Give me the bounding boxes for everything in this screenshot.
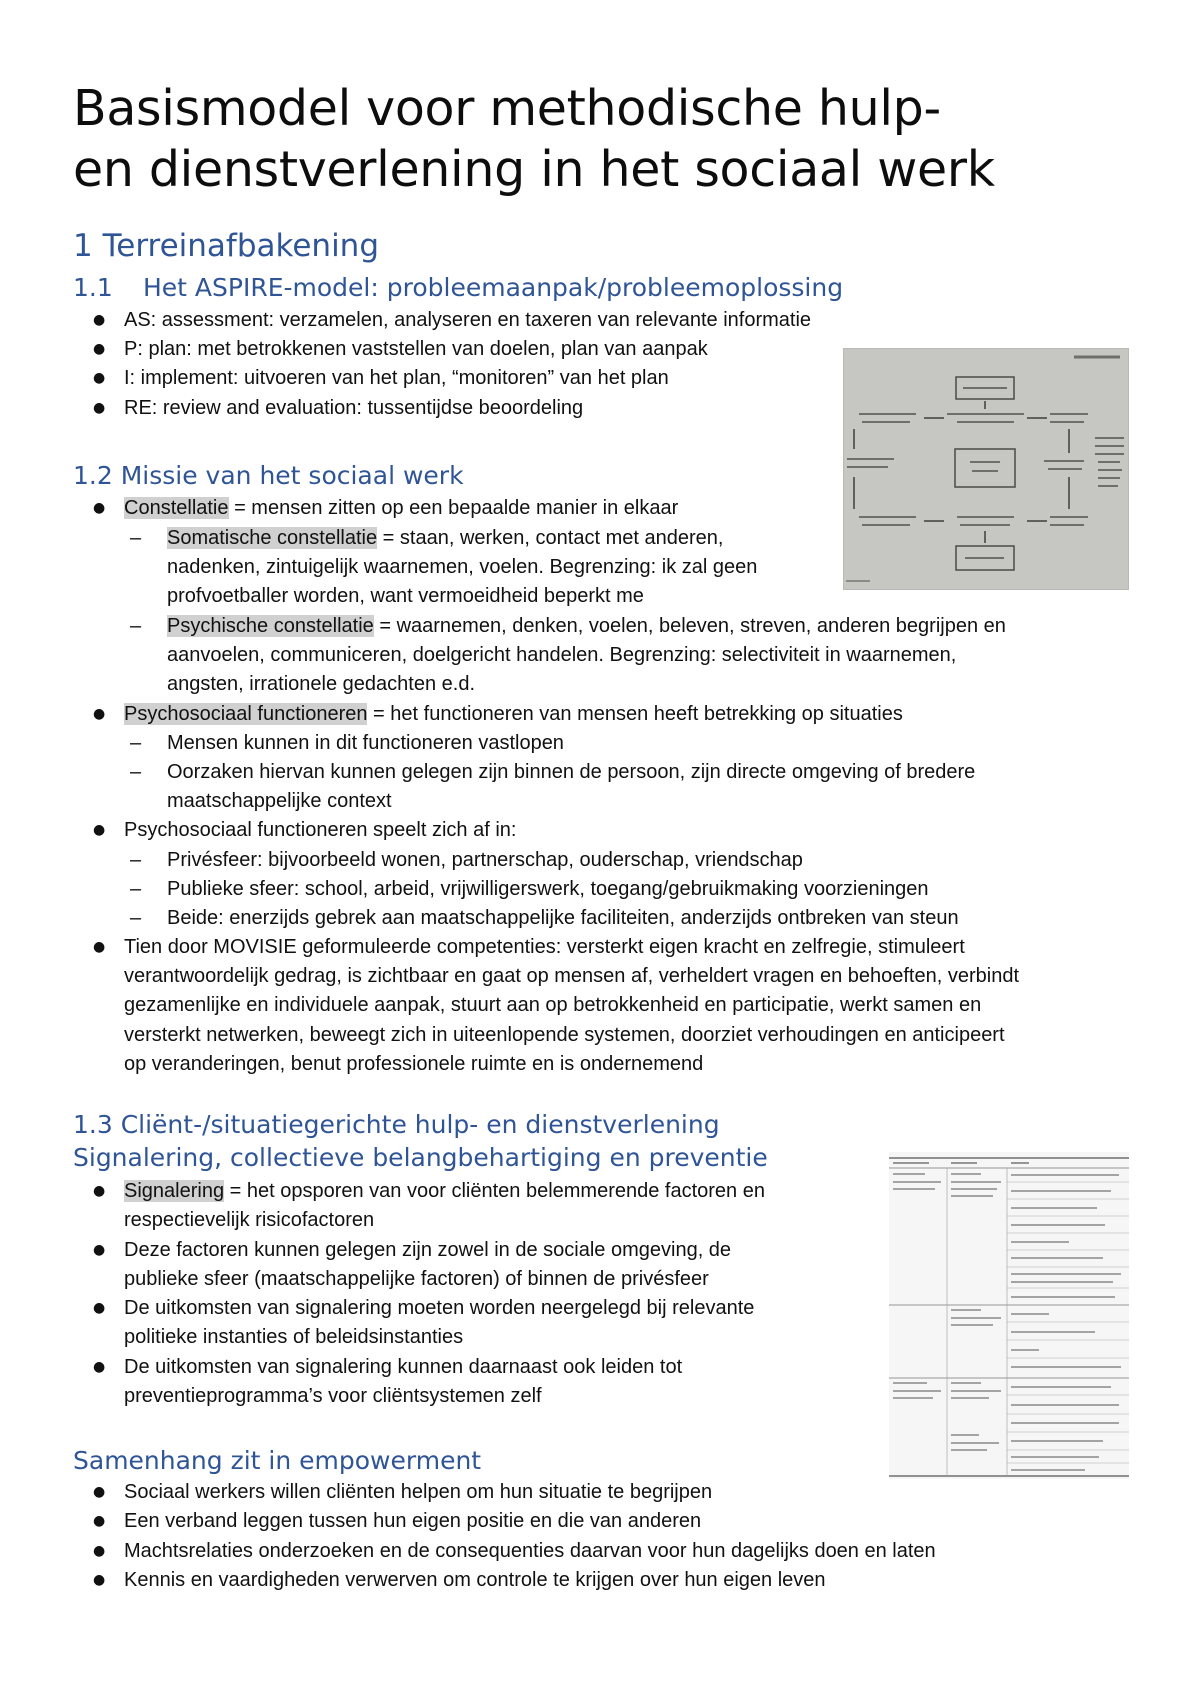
dash-icon: – (130, 907, 142, 929)
list-item-constellatie (124, 494, 678, 524)
list-item: De uitkomsten van signalering kunnen daarnaast ook leiden tot (124, 1356, 683, 1378)
bullet-icon: ● (93, 822, 106, 838)
list-item: Sociaal werkers willen cliënten helpen om hun situatie te begrijpen (124, 1481, 713, 1503)
highlighted-term: Psychosociaal functioneren (124, 703, 368, 725)
list-item-signalering (124, 1177, 765, 1207)
heading-1-2: 1.2 Missie van het sociaal werk (73, 461, 464, 490)
list-item-text: = waarnemen, denken, voelen, beleven, streven, anderen begrijpen en (373, 615, 1006, 637)
list-item-continuation: op veranderingen, benut professionele ruimte en is ondernemend (124, 1053, 704, 1075)
sub-item: Oorzaken hiervan kunnen gelegen zijn binnen de persoon, zijn directe omgeving of bredere (167, 761, 976, 783)
heading-1-1-title: Het ASPIRE-model: probleemaanpak/probleemoplossing (143, 273, 844, 302)
list-item-text: = het functioneren van mensen heeft betrekking op situaties (367, 703, 903, 725)
list-item-continuation: politieke instanties of beleidsinstanties (124, 1326, 464, 1348)
list-item-competenties: Tien door MOVISIE geformuleerde competenties: versterkt eigen kracht en zelfregie, stimuleert (124, 936, 965, 958)
title-line-1: Basismodel voor methodische hulp- (73, 80, 941, 137)
sub-item-continuation: maatschappelijke context (167, 790, 392, 812)
sub-item: Beide: enerzijds gebrek aan maatschappelijke faciliteiten, anderzijds ontbreken van steun (167, 907, 959, 929)
sub-item: Publieke sfeer: school, arbeid, vrijwilligerswerk, toegang/gebruikmaking voorzieningen (167, 878, 929, 900)
sub-item-continuation: profvoetballer worden, want vermoeidheid beperkt me (167, 585, 644, 607)
subheading-signalering: Signalering, collectieve belangbehartiging en preventie (73, 1143, 768, 1172)
heading-terreinafbakening: 1 Terreinafbakening (73, 228, 380, 264)
list-item: Deze factoren kunnen gelegen zijn zowel in de sociale omgeving, de (124, 1239, 732, 1261)
bullet-icon: ● (93, 1484, 106, 1500)
list-item-continuation: versterkt netwerken, beweegt zich in uiteenlopende systemen, doorziet verhoudingen en anticipeert (124, 1024, 1005, 1046)
bullet-icon: ● (93, 1543, 106, 1559)
highlighted-term: Somatische constellatie (167, 527, 378, 549)
bullet-icon: ● (93, 1183, 106, 1199)
list-item: Machtsrelaties onderzoeken en de consequenties daarvan voor hun dagelijks doen en laten (124, 1540, 936, 1562)
bullet-icon: ● (93, 1359, 106, 1375)
list-item-continuation: publieke sfeer (maatschappelijke factoren) of binnen de privésfeer (124, 1268, 709, 1290)
bullet-icon: ● (93, 370, 106, 386)
bullet-icon: ● (93, 1513, 106, 1529)
list-item-text: = mensen zitten op een bepaalde manier in elkaar (228, 497, 679, 519)
sub-item-psychisch (167, 612, 1006, 642)
signalering-table-graphic (889, 1152, 1129, 1479)
list-item: Kennis en vaardigheden verwerven om controle te krijgen over hun eigen leven (124, 1569, 826, 1591)
list-item-continuation: respectievelijk risicofactoren (124, 1209, 375, 1231)
bullet-icon: ● (93, 500, 106, 516)
dash-icon: – (130, 849, 142, 871)
aspire-diagram-figure (843, 348, 1129, 590)
subheading-empowerment: Samenhang zit in empowerment (73, 1446, 482, 1475)
bullet-icon: ● (93, 706, 106, 722)
dash-icon: – (130, 527, 142, 549)
bullet-icon: ● (93, 939, 106, 955)
bullet-icon: ● (93, 1242, 106, 1258)
list-item-psychosociaal (124, 700, 903, 730)
dash-icon: – (130, 615, 142, 637)
bullet-icon: ● (93, 1300, 106, 1316)
dash-icon: – (130, 761, 142, 783)
list-item: Een verband leggen tussen hun eigen positie en die van anderen (124, 1510, 702, 1532)
list-item-continuation: gezamenlijke en individuele aanpak, stuurt aan op betrokkenheid en participatie, werkt samen en (124, 994, 982, 1016)
bullet-icon: ● (93, 312, 106, 328)
sub-item: Mensen kunnen in dit functioneren vastlopen (167, 732, 564, 754)
document-title (73, 78, 1163, 200)
bullet-icon: ● (93, 341, 106, 357)
highlighted-term: Psychische constellatie (167, 615, 374, 637)
dash-icon: – (130, 878, 142, 900)
list-item-text: = het opsporen van voor cliënten belemmerende factoren en (224, 1180, 765, 1202)
list-item: I: implement: uitvoeren van het plan, “monitoren” van het plan (124, 367, 669, 389)
dash-icon: – (130, 732, 142, 754)
list-item: De uitkomsten van signalering moeten worden neergelegd bij relevante (124, 1297, 755, 1319)
list-item: RE: review and evaluation: tussentijdse beoordeling (124, 397, 584, 419)
highlighted-term: Signalering (124, 1180, 225, 1202)
list-item-text: = staan, werken, contact met anderen, (377, 527, 724, 549)
sub-item-continuation: aanvoelen, communiceren, doelgericht handelen. Begrenzing: selectiviteit in waarnemen, (167, 644, 957, 666)
bullet-icon: ● (93, 400, 106, 416)
title-line-2: en dienstverlening in het sociaal werk (73, 141, 995, 198)
signalering-table-figure (889, 1152, 1129, 1479)
sub-item-continuation: angsten, irrationele gedachten e.d. (167, 673, 475, 695)
aspire-diagram-graphic (844, 349, 1128, 589)
list-item-continuation: preventieprogramma’s voor cliëntsystemen zelf (124, 1385, 542, 1407)
list-item-continuation: verantwoordelijk gedrag, is zichtbaar en gaat op mensen af, verheldert vragen en behoeften, verbindt (124, 965, 1019, 987)
heading-1-1 (73, 273, 843, 303)
sub-item-somatisch (167, 524, 723, 554)
list-item: P: plan: met betrokkenen vaststellen van doelen, plan van aanpak (124, 338, 708, 360)
highlighted-term: Constellatie (124, 497, 229, 519)
heading-1-3: 1.3 Cliënt-/situatiegerichte hulp- en dienstverlening (73, 1110, 720, 1139)
sub-item: Privésfeer: bijvoorbeeld wonen, partnerschap, ouderschap, vriendschap (167, 849, 803, 871)
sub-item-continuation: nadenken, zintuigelijk waarnemen, voelen. Begrenzing: ik zal geen (167, 556, 758, 578)
bullet-icon: ● (93, 1572, 106, 1588)
heading-1-1-number: 1.1 (73, 273, 113, 302)
list-item: Psychosociaal functioneren speelt zich af in: (124, 819, 517, 841)
list-item: AS: assessment: verzamelen, analyseren en taxeren van relevante informatie (124, 309, 812, 331)
